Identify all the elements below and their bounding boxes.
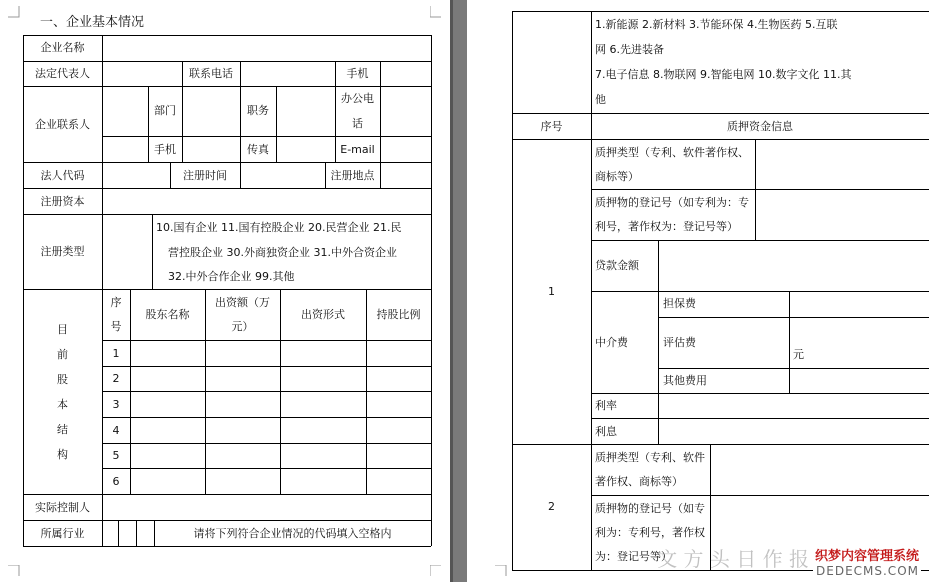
label-contact-phone: 联系电话 (189, 67, 233, 80)
label-legal-rep: 法定代表人 (35, 67, 90, 80)
label-mobile: 手机 (346, 67, 369, 80)
label-controller: 实际控制人 (35, 501, 90, 514)
page-corner-mark (430, 565, 442, 577)
label-yuan: 元 (793, 348, 804, 361)
row-number: 2 (112, 372, 120, 385)
watermark-brand-en: DEDECMS.COM (813, 564, 921, 578)
row-number: 5 (112, 449, 120, 462)
row-number: 2 (548, 500, 555, 513)
label-reg-capital: 注册资本 (40, 195, 85, 208)
label-pledge-reg-2a: 质押物的登记号（如专 (595, 502, 705, 515)
page-corner-mark (495, 565, 507, 577)
document-page-right (467, 0, 929, 582)
label-appraisal-fee: 评估费 (663, 336, 696, 349)
equity-label-char: 本 (57, 398, 68, 411)
industry-options-line-1: 1.新能源 2.新材料 3.节能环保 4.生物医药 5.互联 (595, 18, 838, 31)
label-contact-person: 企业联系人 (35, 118, 90, 131)
section-heading: 一、企业基本情况 (40, 15, 145, 30)
label-pledge-type-2b: 著作权、商标等） (595, 475, 683, 488)
label-reg-type: 注册类型 (40, 245, 85, 258)
label-guarantee-fee: 担保费 (663, 297, 696, 310)
header-seq: 序号 (540, 120, 563, 133)
watermark (813, 545, 921, 578)
label-pledge-reg-1a: 质押物的登记号（如专利为：专 (595, 196, 749, 209)
watermark-logo: 文 方 头 日 作 报 (657, 547, 809, 571)
row-number: 6 (112, 475, 120, 488)
header-pledge-info: 质押资金信息 (727, 120, 793, 133)
watermark-brand-cn: 织梦内容管理系统 (813, 545, 921, 564)
header-shareholder: 股东名称 (145, 308, 190, 321)
reg-type-options-line-3: 32.中外合作企业 99.其他 (168, 270, 295, 283)
equity-label-char: 前 (57, 348, 68, 361)
label-reg-time: 注册时间 (183, 169, 227, 182)
row-number: 1 (112, 347, 120, 360)
page-corner-mark (430, 6, 442, 18)
label-dept: 部门 (154, 104, 176, 117)
label-legal-code: 法人代码 (40, 169, 85, 182)
header-seq-2: 号 (110, 320, 122, 333)
label-pledge-type-2a: 质押类型（专利、软件 (595, 451, 705, 464)
label-company-name: 企业名称 (40, 41, 85, 54)
document-page-left (0, 0, 450, 582)
industry-options-line-4: 他 (595, 93, 606, 106)
header-share-ratio: 持股比例 (376, 308, 421, 321)
label-fax: 传真 (247, 143, 269, 156)
industry-options-line-3: 7.电子信息 8.物联网 9.智能电网 10.数字文化 11.其 (595, 68, 852, 81)
label-reg-place: 注册地点 (330, 169, 375, 182)
label-interest: 利息 (595, 425, 617, 438)
label-pledge-reg-2b: 利为：专利号，著作权 (595, 526, 705, 539)
label-office-phone-1: 办公电 (341, 92, 374, 105)
header-contribution-2: 元） (231, 320, 254, 333)
label-interest-rate: 利率 (595, 399, 617, 412)
equity-label-char: 结 (57, 423, 68, 436)
equity-label-char: 股 (57, 373, 68, 386)
page-corner-mark (8, 565, 20, 577)
row-number: 4 (112, 424, 120, 437)
row-number: 3 (112, 398, 120, 411)
label-office-phone-2: 话 (352, 117, 363, 130)
header-contribution-1: 出资额（万 (215, 296, 270, 309)
reg-type-options-line-1: 10.国有企业 11.国有控股企业 20.民营企业 21.民 (156, 221, 402, 234)
label-agency-fee: 中介费 (595, 336, 628, 349)
label-pledge-type-1a: 质押类型（专利、软件著作权、 (595, 146, 749, 159)
equity-label-char: 目 (57, 323, 68, 336)
equity-label-char: 构 (57, 448, 68, 461)
label-position: 职务 (247, 104, 269, 117)
label-pledge-type-1b: 商标等） (595, 170, 639, 183)
label-loan-amount: 贷款金额 (595, 259, 639, 272)
label-email: E-mail (340, 143, 375, 156)
page-gap (450, 0, 467, 582)
header-contribution-form: 出资形式 (301, 308, 345, 321)
label-other-fee: 其他费用 (663, 374, 707, 387)
row-number: 1 (548, 285, 555, 298)
industry-note: 请将下列符合企业情况的代码填入空格内 (193, 527, 392, 540)
label-contact-mobile: 手机 (154, 143, 176, 156)
label-pledge-reg-1b: 利号，著作权为：登记号等） (595, 220, 738, 233)
reg-type-options-line-2: 营控股企业 30.外商独资企业 31.中外合资企业 (168, 246, 397, 259)
label-pledge-reg-2c: 为：登记号等） (595, 550, 672, 563)
industry-options-line-2: 网 6.先进装备 (595, 43, 664, 56)
page-corner-mark (8, 6, 20, 18)
label-industry: 所属行业 (40, 527, 85, 540)
header-seq-1: 序 (110, 296, 122, 309)
